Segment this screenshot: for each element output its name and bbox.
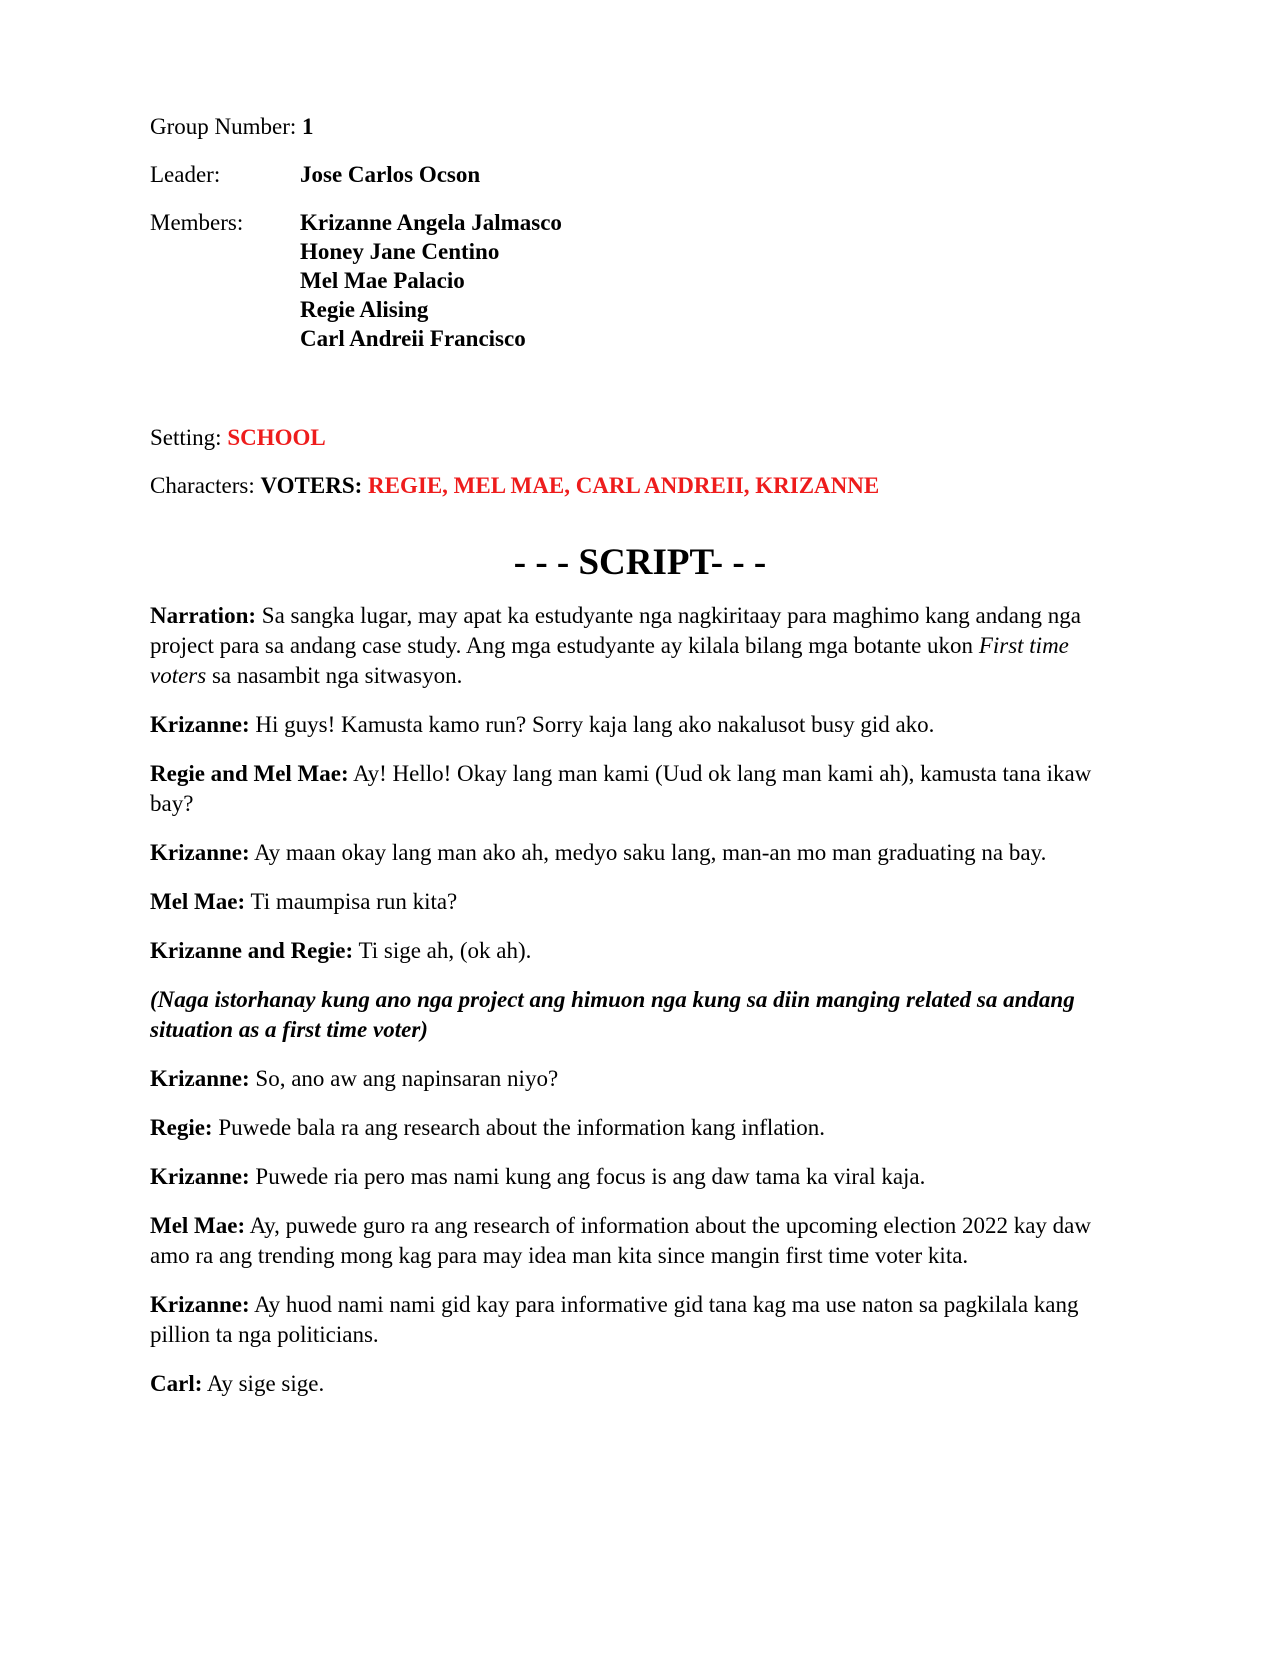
spacer [150, 371, 1130, 423]
dialogue-line [150, 838, 1130, 868]
speaker-name: Krizanne: [150, 1292, 250, 1317]
dialogue-line [150, 759, 1130, 819]
speaker-name: Carl: [150, 1371, 203, 1396]
characters-line [150, 471, 1130, 501]
speaker-name: Regie and Mel Mae: [150, 761, 349, 786]
dialogue-line [150, 1211, 1130, 1271]
members-block [150, 208, 1130, 353]
group-number-label: Group Number: [150, 114, 297, 139]
dialogue-text: Ti sige ah, (ok ah). [358, 938, 532, 963]
dialogue-line [150, 1369, 1130, 1399]
speaker-name: Mel Mae: [150, 1213, 246, 1238]
speaker-name: Krizanne: [150, 840, 250, 865]
dialogue-line [150, 887, 1130, 917]
dialogue-text: Puwede bala ra ang research about the information kang inflation. [218, 1115, 826, 1140]
narration-paragraph [150, 601, 1130, 691]
member-name: Regie Alising [300, 297, 429, 322]
setting-label: Setting: [150, 425, 222, 450]
member-name: Mel Mae Palacio [300, 268, 465, 293]
leader-line [150, 160, 1130, 190]
member-name: Krizanne Angela Jalmasco [300, 210, 562, 235]
speaker-name: Krizanne: [150, 712, 250, 737]
leader-name: Jose Carlos Ocson [300, 162, 481, 187]
emphasis-text: First time voters [150, 633, 1069, 688]
dialogue-text: Ay! Hello! Okay lang man kami (Uud ok lang man kami ah), kamusta tana ikaw bay? [150, 761, 1092, 816]
document-page [150, 112, 1130, 1418]
dialogue-text: sa nasambit nga sitwasyon. [211, 663, 463, 688]
script-title: - - - SCRIPT- - - [513, 542, 767, 583]
member-list [300, 208, 562, 353]
dialogue-text: Ay huod nami nami gid kay para informative gid tana kag ma use naton sa pagkilala kang pillion ta nga politicians. [150, 1292, 1079, 1347]
speaker-name: Krizanne and Regie: [150, 938, 354, 963]
group-number-line [150, 112, 1130, 142]
speaker-name: Krizanne: [150, 1164, 250, 1189]
dialogue-text: So, ano aw ang napinsaran niyo? [255, 1066, 559, 1091]
characters-label: Characters: [150, 473, 255, 498]
dialogue-line [150, 1064, 1130, 1094]
characters-list: REGIE, MEL MAE, CARL ANDREII, KRIZANNE [368, 473, 880, 498]
dialogue-line [150, 1162, 1130, 1192]
dialogue-text: Ay, puwede guro ra ang research of information about the upcoming election 2022 kay daw amo ra ang trending mong kag para may idea man kita since mangin first time voter kita. [150, 1213, 1092, 1268]
dialogue-text: Puwede ria pero mas nami kung ang focus is ang daw tama ka viral kaja. [255, 1164, 926, 1189]
speaker-name: Krizanne: [150, 1066, 250, 1091]
speaker-name: Mel Mae: [150, 889, 246, 914]
dialogue-line [150, 1290, 1130, 1350]
dialogue-line [150, 710, 1130, 740]
dialogue-text: Ay sige sige. [206, 1371, 325, 1396]
dialogue-text: Sa sangka lugar, may apat ka estudyante nga nagkiritaay para maghimo kang andang nga project para sa andang case study. Ang mga estudyante ay kilala bilang mga botante ukon [150, 603, 1081, 658]
stage-direction: (Naga istorhanay kung ano nga project ang himuon nga kung sa diin manging related sa andang situation as a first time voter) [150, 987, 1075, 1042]
dialogue-line [150, 1113, 1130, 1143]
dialogue-text: Ay maan okay lang man ako ah, medyo saku lang, man-an mo man graduating na bay. [254, 840, 1047, 865]
setting-value: SCHOOL [227, 425, 326, 450]
setting-line [150, 423, 1130, 453]
characters-group-label: VOTERS: [260, 473, 363, 498]
leader-label: Leader: [150, 162, 221, 187]
speaker-name: Narration: [150, 603, 257, 628]
dialogue-line [150, 936, 1130, 966]
group-number-value: 1 [302, 114, 314, 139]
speaker-name: Regie: [150, 1115, 213, 1140]
member-name: Honey Jane Centino [300, 239, 500, 264]
member-name: Carl Andreii Francisco [300, 326, 526, 351]
dialogue-text: Ti maumpisa run kita? [250, 889, 458, 914]
dialogue-text: Hi guys! Kamusta kamo run? Sorry kaja lang ako nakalusot busy gid ako. [255, 712, 935, 737]
members-label: Members: [150, 210, 244, 235]
